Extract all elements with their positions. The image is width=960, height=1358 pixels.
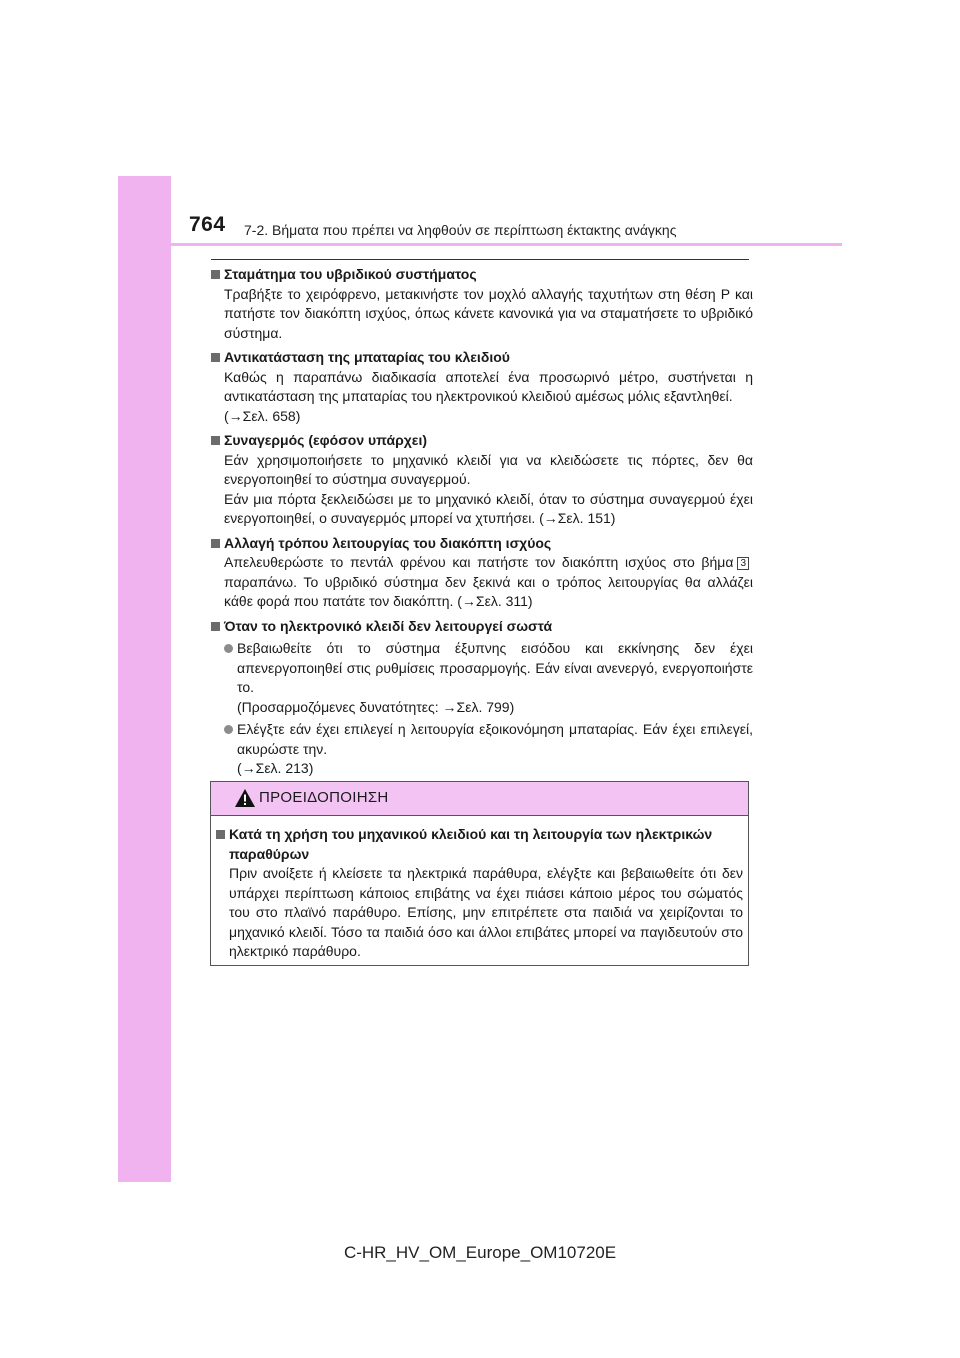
paragraph: Τραβήξτε το χειρόφρενο, μετακινήστε τον μοχλό αλλαγής ταχυτήτων στη θέση P και πατήστε τον διακόπτη ισχύος, όπως κάνετε κανονικά για να σταματήσετε το υβριδικό σύστημα. [224,285,753,341]
paragraph-end: παραπάνω. Το υβριδικό σύστημα δεν ξεκινά και ο τρόπος λειτουργίας θα αλλάζει κάθε φορά που πατάτε τον διακόπτη. (→Σελ. 311) [224,573,753,609]
section-title: Όταν το ηλεκτρονικό κλειδί δεν λειτουργεί σωστά [224,617,553,634]
step-number-box: 3 [737,557,749,570]
section-heading [211,431,753,451]
warning-header [211,782,748,816]
paragraph: Εάν χρησιμοποιήσετε το μηχανικό κλειδί για να κλειδώσετε τις πόρτες, δεν θα ενεργοποιηθεί το σύστημα συναγερμού. [224,451,753,487]
page-reference: (Προσαρμοζόμενες δυνατότητες: →Σελ. 799) [237,698,515,715]
bullet-body [237,639,753,717]
warning-triangle-icon [234,788,256,808]
bullet-item [211,720,753,779]
section-body [211,285,753,344]
square-bullet-icon [216,830,225,839]
page-reference: (→Σελ. 658) [224,407,301,424]
section-title: Αντικατάσταση της μπαταρίας του κλειδιού [224,349,510,365]
bullet-text: Ελέγξτε εάν έχει επιλεγεί η λειτουργία εξοικονόμηση μπαταρίας. Εάν έχει επιλεγεί, ακυρώστε την. [237,721,753,757]
warning-heading [216,825,743,864]
square-bullet-icon [211,539,220,548]
warning-body [216,825,743,962]
square-bullet-icon [211,436,220,445]
warning-box [210,781,749,966]
section-heading [211,534,753,554]
page-number: 764 [189,213,226,236]
footer-code: C-HR_HV_OM_Europe_OM10720E [343,1243,617,1262]
section-title: Αλλαγή τρόπου λειτουργίας του διακόπτη ισχύος [224,534,552,551]
sidebar-tab [118,176,171,1182]
section-rule [211,259,749,260]
square-bullet-icon [211,353,220,362]
square-bullet-icon [211,270,220,279]
section-body [211,451,753,529]
section-heading [211,265,753,285]
bullet-body [237,720,753,779]
section-heading [211,348,753,368]
paragraph: Εάν μια πόρτα ξεκλειδώσει με το μηχανικό κλειδί, όταν το σύστημα συναγερμού έχει ενεργοποιηθεί, ο συναγερμός μπορεί να χτυπήσει. (→Σελ. 151) [224,490,753,526]
square-bullet-icon [211,622,220,631]
section-body [211,553,753,612]
header-rule [171,243,842,246]
round-bullet-icon [224,725,233,734]
section-body [211,368,753,427]
warning-text: Πριν ανοίξετε ή κλείσετε τα ηλεκτρικά παράθυρα, ελέγξτε και βεβαιωθείτε ότι δεν υπάρχει περίπτωση κάποιος επιβάτης να έχει πιάσει κάποιο μέρος του σώματός του στο πλαϊνό παράθυρο. Επίσης, μην επιτρέπετε στα παιδιά να χειρίζονται το μηχανικό κλειδί. Τόσο τα παιδιά όσο και άλλοι επιβάτες μπορεί να παγιδευτούν στο ηλεκτρικό παράθυρο. [229,865,743,959]
paragraph-start: Απελευθερώστε το πεντάλ φρένου και πατήστε τον διακόπτη ισχύος στο βήμα [224,554,734,570]
main-content [211,265,753,779]
warning-label: ΠΡΟΕΙΔΟΠΟΙΗΣΗ [259,789,389,806]
section-title: Συναγερμός (εφόσον υπάρχει) [224,432,427,448]
warning-title: Κατά τη χρήση του μηχανικού κλειδιού και τη λειτουργία των ηλεκτρικών παραθύρων [229,826,713,862]
section-heading [211,617,753,637]
paragraph: Καθώς η παραπάνω διαδικασία αποτελεί ένα προσωρινό μέτρο, συστήνεται η αντικατάσταση της μπαταρίας του ηλεκτρονικού κλειδιού αμέσως μόλις εξαντληθεί. [224,368,753,404]
bullet-item [211,639,753,717]
chapter-title: 7-2. Βήματα που πρέπει να ληφθούν σε περίπτωση έκτακτης ανάγκης [244,222,677,238]
section-title: Σταμάτημα του υβριδικού συστήματος [224,266,477,282]
bullet-text: Βεβαιωθείτε ότι το σύστημα έξυπνης εισόδου και εκκίνησης δεν έχει απενεργοποιηθεί στις ρυθμίσεις προσαρμογής. Εάν είναι ανενεργό, ενεργοποιήστε το. [237,640,753,695]
round-bullet-icon [224,644,233,653]
page-reference: (→Σελ. 213) [237,760,314,776]
